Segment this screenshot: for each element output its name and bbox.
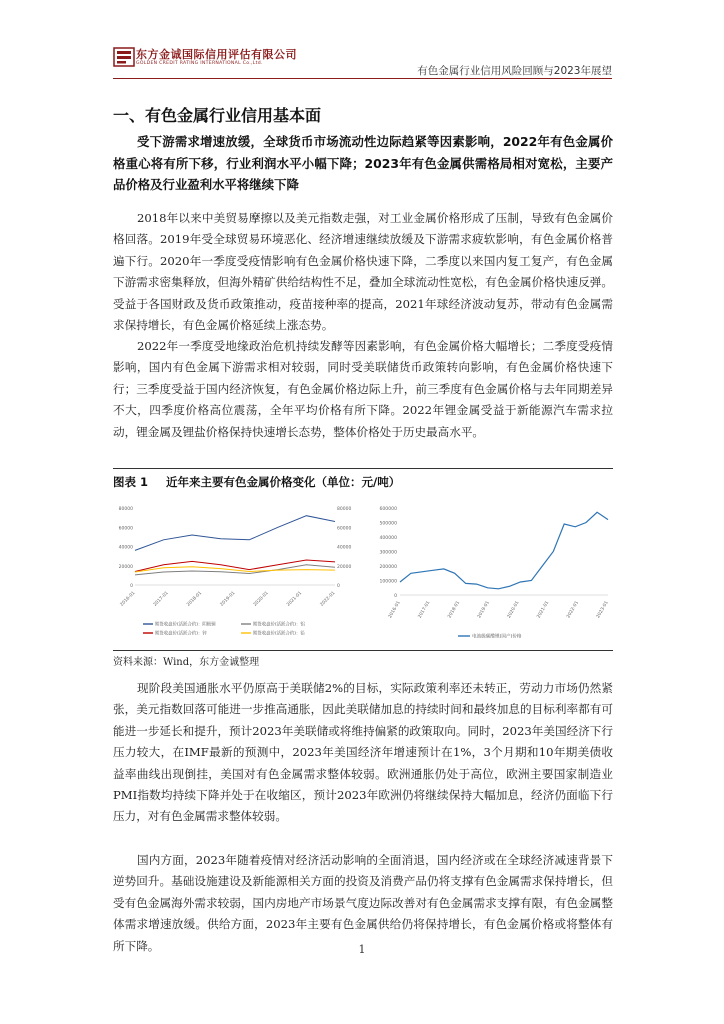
y-tick-left: 60000 — [118, 526, 133, 532]
paragraph-1: 2018年以来中美贸易摩擦以及美元指数走强，对工业金属价格形成了压制，导致有色金属价格回落。2019年受全球贸易环境恶化、经济增速继续放缓及下游需求疲软影响，有色金属价格普遍下行。2020年一季度受疫情影响有色金属价格快速下降，二季度以来国内复工复产，有色金属下游需求密集释放，但海外精矿供给结构性不足，叠加全球流动性宽松，有色金属价格快速反弹。受益于各国财政及货币政策推动，疫苗接种率的提高，2021年球经济波动复苏，带动有色金属需求保持增长，有色金属价格延续上涨态势。 — [113, 211, 613, 333]
paragraph-3: 现阶段美国通胀水平仍原高于美联储2%的目标，实际政策利率还未转正，劳动力市场仍然紧张，美元指数回落可能进一步推高通胀，因此美联储加息的持续时间和最终加息的目标利率都有可能进一步延长和提升，预计2023年美联储或将维持偏紧的政策取向。同时，2023年美国经济下行压力较大，在IMF最新的预测中，2023年美国经济年增速预计在1%，3个月期和10年期美债收益率曲线出现倒挂，美国对有色金属需求整体较弱。欧洲通胀仍处于高位，欧洲主要国家制造业PMI指数均持续下降并处于在收缩区，预计2023年欧洲仍将继续保持大幅加息，经济仍面临下行压力，对有色金属需求整体较弱。 — [113, 681, 613, 824]
section-title: 一、有色金属行业信用基本面 — [113, 106, 322, 125]
x-tick-label: 2019-01 — [219, 590, 237, 608]
y-tick-label: 200000 — [379, 565, 397, 570]
x-tick-label: 2017-01 — [152, 590, 170, 608]
y-tick-left: 40000 — [118, 545, 133, 551]
y-tick-left: 80000 — [118, 507, 133, 512]
figure-title: 近年来主要有色金属价格变化（单位：元/吨） — [166, 475, 401, 489]
series-line — [400, 512, 608, 589]
y-tick-right: 40000 — [337, 545, 352, 551]
figure-source: 资料来源：Wind，东方金诚整理 — [113, 657, 260, 668]
y-tick-label: 400000 — [379, 536, 397, 541]
figure-label: 图表 1 — [113, 475, 149, 489]
lithium-price-chart — [370, 500, 613, 650]
x-tick-label: 2018-01 — [447, 600, 462, 620]
legend-label: 期货收盘价(活跃合约)：铅 — [253, 631, 305, 637]
x-tick-label: 2020-01 — [252, 590, 270, 608]
y-tick-label: 500000 — [379, 521, 397, 527]
y-tick-label: 300000 — [379, 550, 397, 556]
company-logo-icon — [113, 46, 135, 68]
series-line — [135, 516, 335, 551]
y-tick-right: 60000 — [337, 526, 352, 532]
y-tick-left: 0 — [130, 584, 133, 589]
figure-top-rule — [113, 468, 613, 469]
company-name-cn: 东方金诚国际信用评估有限公司 — [136, 48, 297, 61]
x-tick-label: 2016-01 — [387, 600, 402, 620]
figure-caption — [113, 474, 400, 490]
x-tick-label: 2022-01 — [566, 600, 581, 620]
legend-label: 期货收盘价(活跃合约)：阴极铜 — [155, 622, 216, 628]
x-tick-label: 2022-01 — [319, 590, 337, 608]
y-tick-label: 0 — [394, 594, 397, 599]
x-tick-label: 2017-01 — [417, 600, 432, 620]
page-number: 1 — [358, 943, 366, 956]
paragraph-2: 2022年一季度受地缘政治危机持续发酵等因素影响，有色金属价格大幅增长；二季度受疫情影响，国内有色金属下游需求相对较弱，同时受美联储货币政策转向影响，有色金属价格快速下行；三季度受益于国内经济恢复，有色金属价格边际上升，前三季度有色金属价格与去年同期差异不大，四季度价格高位震荡，全年平均价格有所下降。2022年锂金属受益于新能源汽车需求拉动，锂金属及锂盐价格保持快速增长态势，整体价格处于历史最高水平。 — [113, 339, 613, 439]
x-tick-label: 2019-01 — [477, 600, 491, 620]
y-tick-right: 20000 — [337, 564, 352, 570]
y-tick-right: 80000 — [337, 507, 352, 512]
y-tick-right: 0 — [337, 584, 340, 589]
y-tick-left: 20000 — [118, 564, 133, 570]
page-header — [113, 40, 612, 79]
x-tick-label: 2021-01 — [536, 600, 551, 620]
section-lead: 受下游需求增速放缓，全球货币市场流动性边际趋紧等因素影响，2022年有色金属价格重心将有所下移，行业利润水平小幅下降；2023年有色金属供需格局相对宽松，主要产品价格及行业盈利水平将继续下降 — [113, 134, 613, 192]
y-tick-label: 100000 — [379, 579, 397, 585]
figure-bottom-rule — [113, 650, 613, 651]
legend-label: 期货收盘价(活跃合约)：锌 — [155, 631, 207, 637]
running-title: 有色金属行业信用风险回顾与2023年展望 — [417, 65, 612, 77]
x-tick-label: 2023-01 — [595, 600, 610, 620]
x-tick-label: 2016-01 — [119, 590, 137, 608]
y-tick-label: 600000 — [379, 507, 397, 512]
metals-price-chart — [113, 500, 363, 650]
company-name-en: GOLDEN CREDIT RATING INTERNATIONAL Co.,Ltd. — [136, 61, 263, 66]
legend-label: 期货收盘价(活跃合约)：铝 — [253, 622, 305, 628]
legend-label: 电池级碳酸锂(国产)价格 — [472, 634, 522, 640]
x-tick-label: 2020-01 — [506, 600, 521, 620]
x-tick-label: 2018-01 — [186, 590, 204, 608]
x-tick-label: 2021-01 — [286, 590, 304, 608]
paragraph-4: 国内方面，2023年随着疫情对经济活动影响的全面消退，国内经济或在全球经济减速背景下逆势回升。基础设施建设及新能源相关方面的投资及消费产品仍将支撑有色金属需求保持增长，但受有色金属海外需求较弱，国内房地产市场景气度边际改善对有色金属需求支撑有限，有色金属整体需求增速放缓。供给方面，2023年主要有色金属供给仍将保持增长，有色金属价格或将整体有所下降。 — [113, 853, 613, 953]
